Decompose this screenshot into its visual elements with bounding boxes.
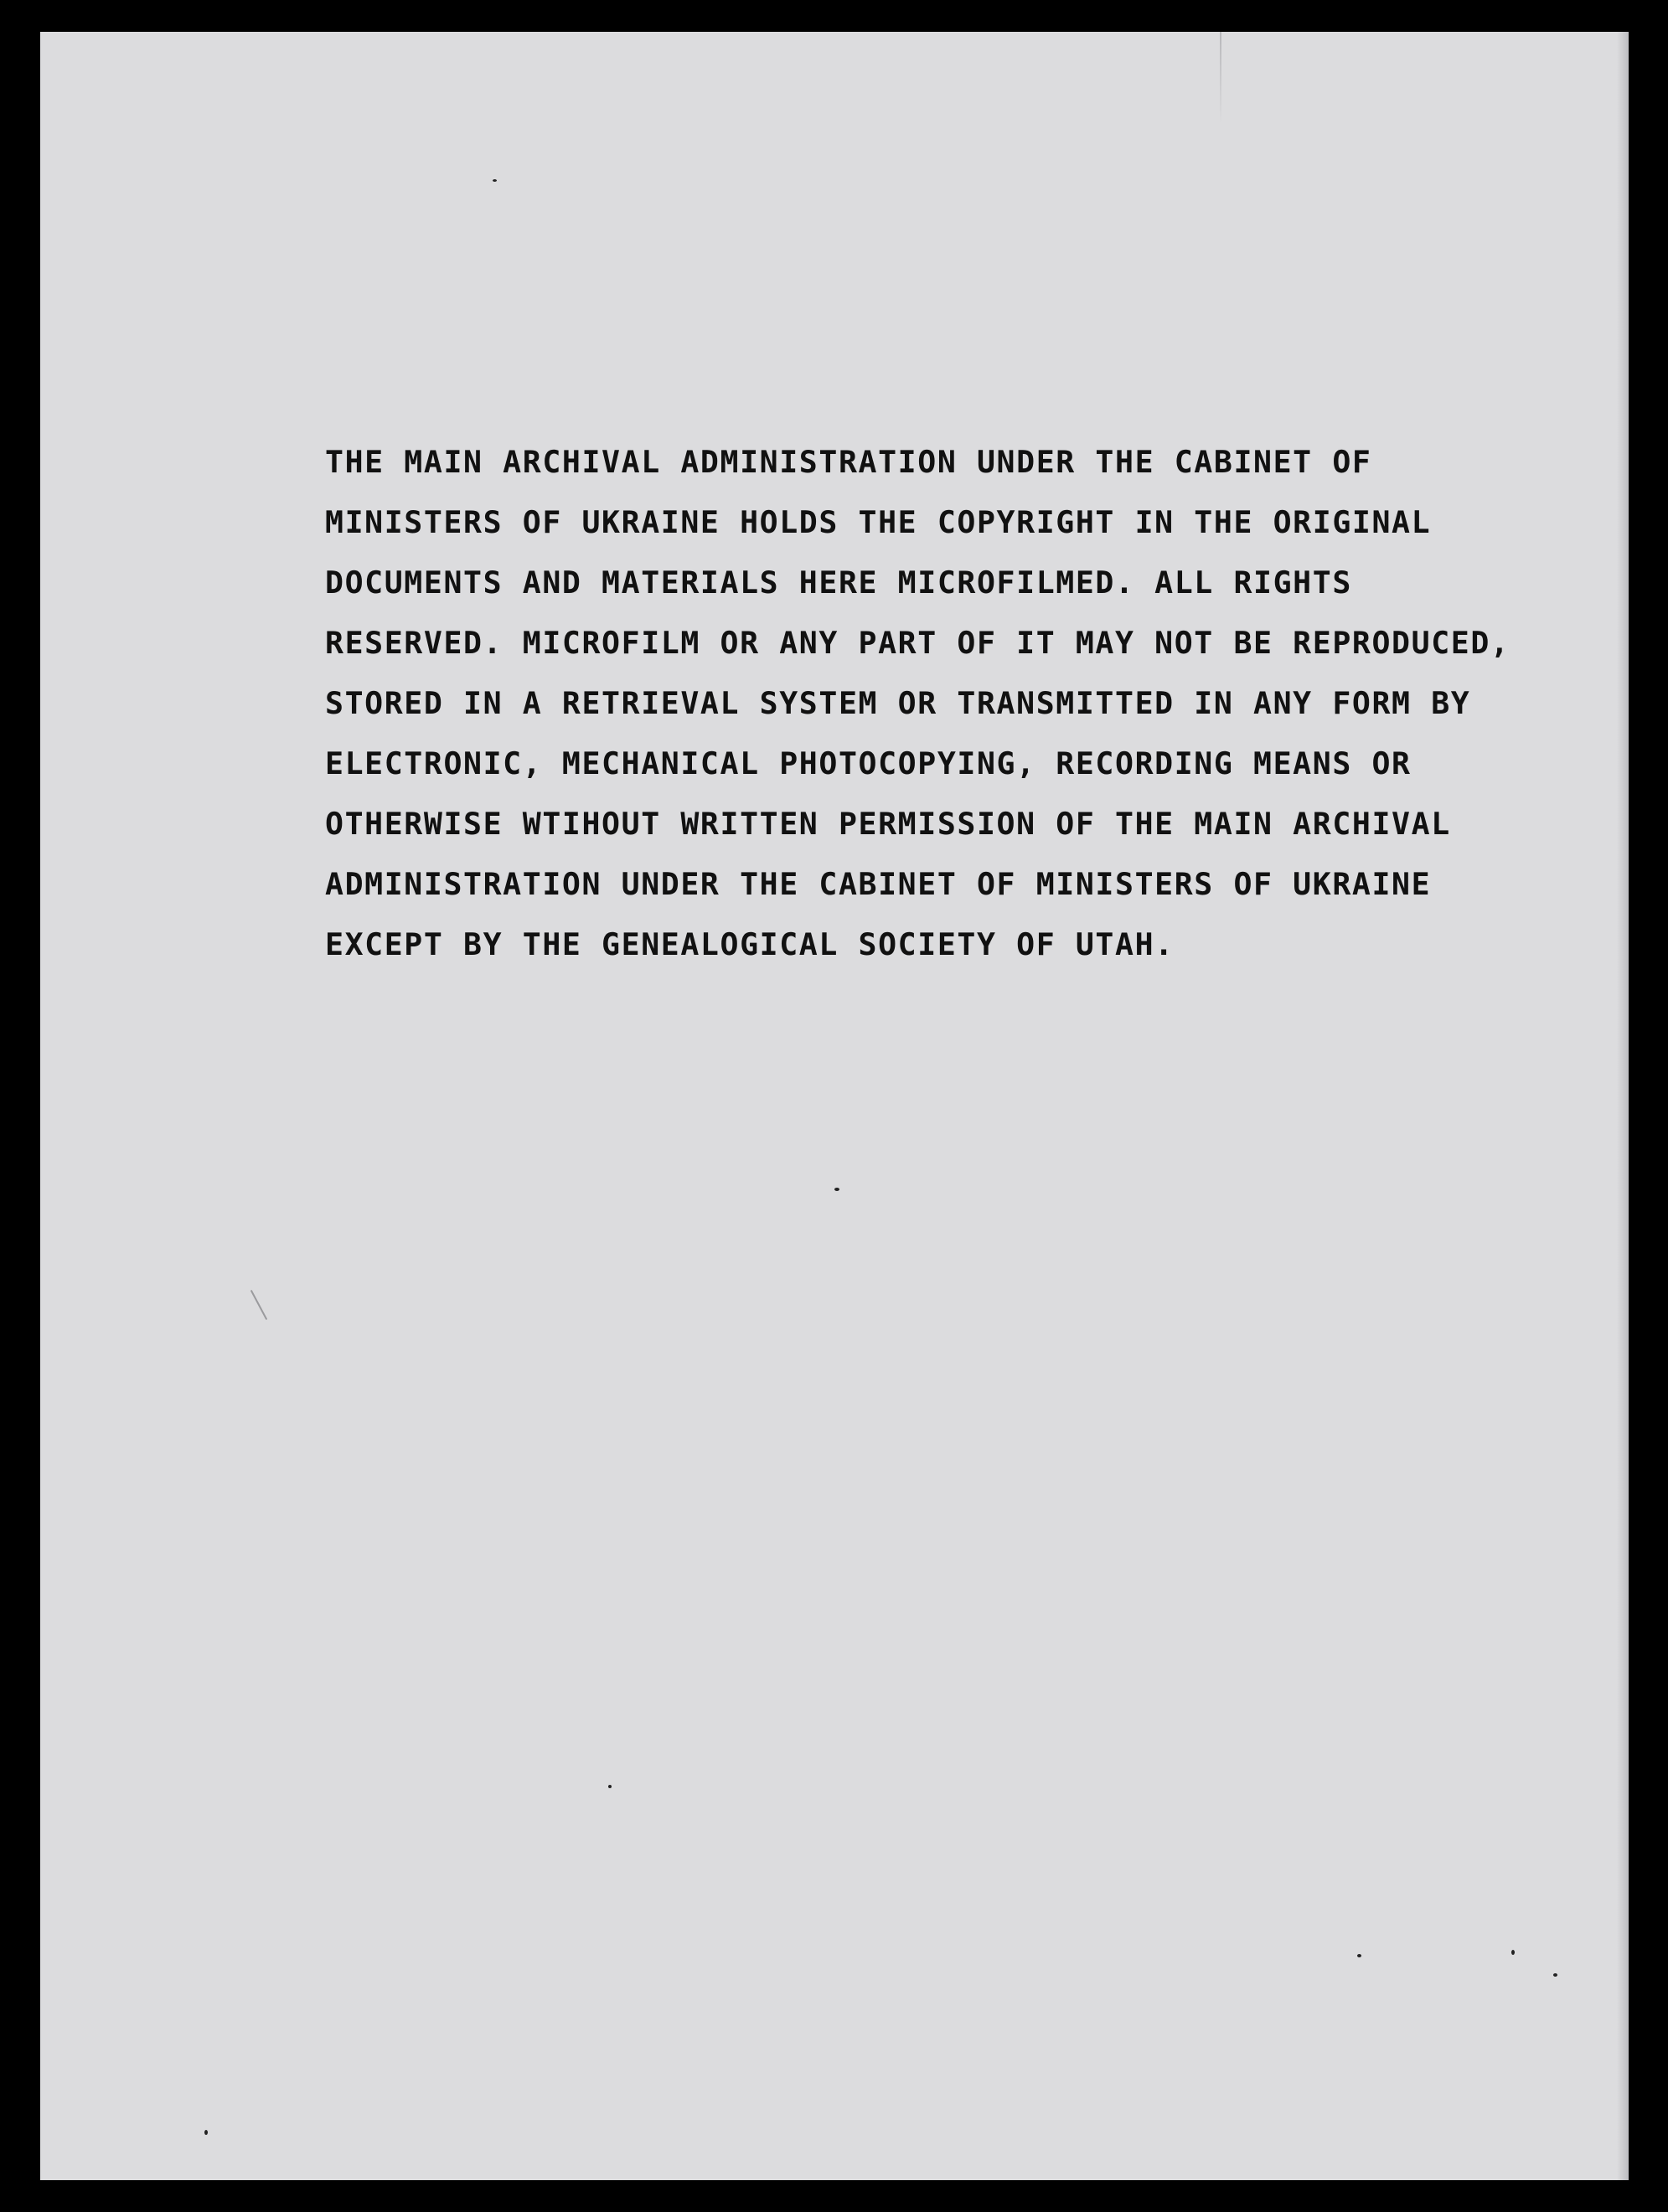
dust-speck: [1511, 1950, 1515, 1955]
notice-line: RESERVED. MICROFILM OR ANY PART OF IT MAY NOT BE REPRODUCED,: [325, 625, 1510, 661]
dust-speck: [493, 179, 497, 182]
page-fold-mark: [1220, 32, 1221, 124]
dust-speck: [250, 1290, 268, 1320]
page-edge-shadow: [1617, 32, 1629, 2180]
notice-line: THE MAIN ARCHIVAL ADMINISTRATION UNDER THE CABINET OF: [325, 444, 1372, 480]
dust-speck: [1357, 1954, 1361, 1957]
dust-speck: [608, 1785, 612, 1788]
dust-speck: [834, 1188, 839, 1191]
notice-line: MINISTERS OF UKRAINE HOLDS THE COPYRIGHT IN THE ORIGINAL: [325, 504, 1432, 540]
notice-line: EXCEPT BY THE GENEALOGICAL SOCIETY OF UTAH.: [325, 926, 1175, 962]
notice-line: DOCUMENTS AND MATERIALS HERE MICROFILMED. ALL RIGHTS: [325, 565, 1352, 601]
dust-speck: [1553, 1973, 1557, 1977]
dust-speck: [204, 2130, 208, 2135]
notice-line: ADMINISTRATION UNDER THE CABINET OF MINISTERS OF UKRAINE: [325, 866, 1432, 902]
document-page: [40, 32, 1629, 2180]
copyright-notice: [325, 432, 1582, 975]
notice-line: OTHERWISE WTIHOUT WRITTEN PERMISSION OF THE MAIN ARCHIVAL: [325, 806, 1451, 842]
notice-line: STORED IN A RETRIEVAL SYSTEM OR TRANSMITTED IN ANY FORM BY: [325, 685, 1471, 721]
notice-line: ELECTRONIC, MECHANICAL PHOTOCOPYING, RECORDING MEANS OR: [325, 745, 1412, 781]
